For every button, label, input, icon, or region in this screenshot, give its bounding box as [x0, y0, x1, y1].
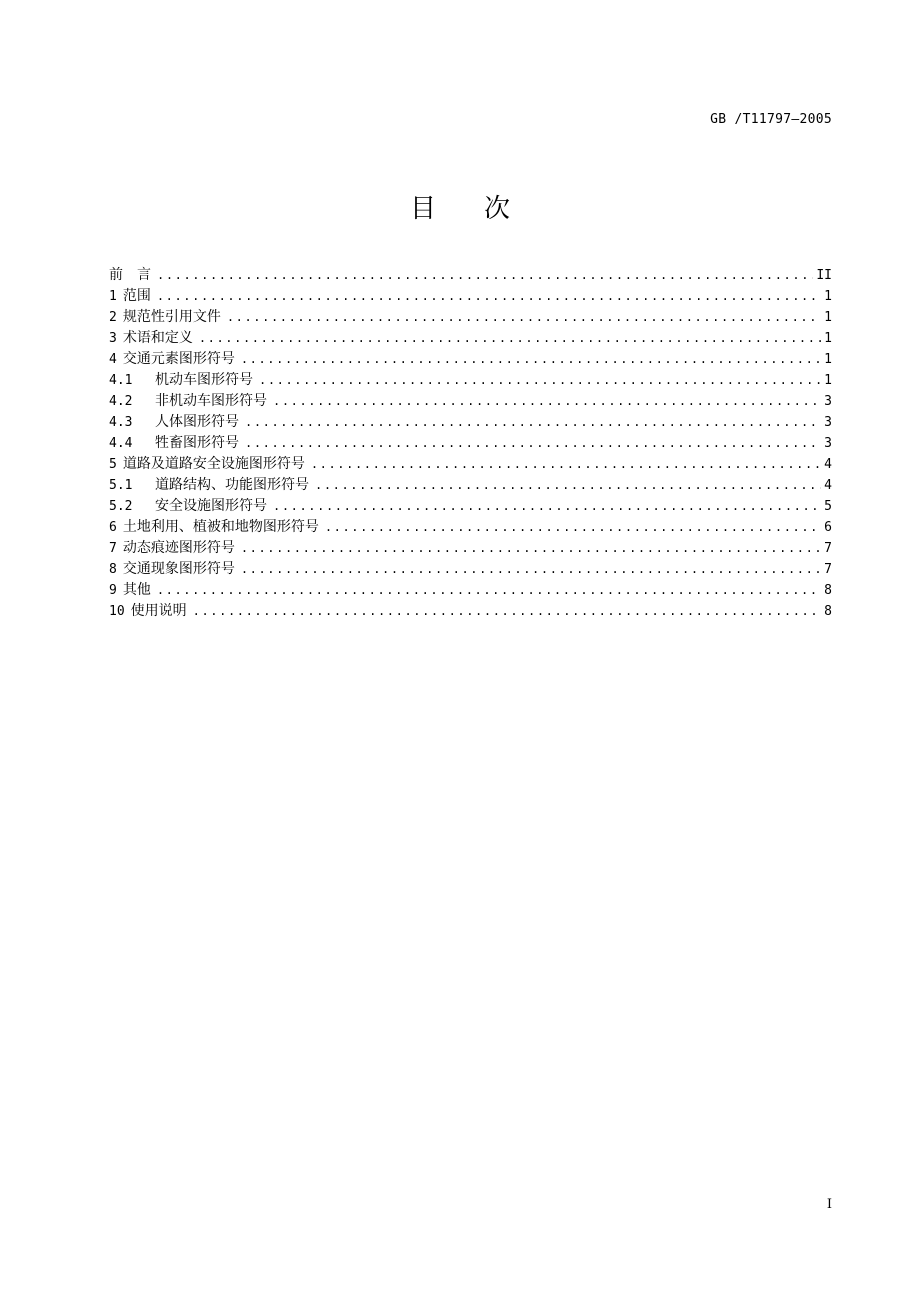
toc-entry-3[interactable] [109, 328, 832, 349]
toc-entry-label: 道路结构、功能图形符号 [155, 477, 309, 493]
toc-entry-10[interactable] [109, 601, 832, 622]
toc-entry-number: 5 [109, 457, 117, 472]
toc-leader-dots [315, 475, 821, 496]
toc-entry-number: 7 [109, 541, 117, 556]
toc-leader-dots [157, 265, 813, 286]
toc-leader-dots [241, 559, 821, 580]
toc-entry-4[interactable] [109, 349, 832, 370]
toc-entry-preface[interactable] [109, 265, 832, 286]
toc-entry-4-1[interactable] [109, 370, 832, 391]
toc-entry-number: 4.1 [109, 373, 133, 388]
toc-leader-dots [227, 307, 821, 328]
toc-entry-label: 范围 [122, 288, 151, 304]
toc-leader-dots [259, 370, 821, 391]
toc-leader-dots [245, 433, 821, 454]
toc-entry-page: 3 [824, 394, 832, 409]
toc-entry-number: 4 [109, 352, 117, 367]
toc-entry-page: 1 [824, 289, 832, 304]
toc-entry-number: 4.4 [109, 436, 133, 451]
toc-entry-label: 前 言 [109, 267, 151, 283]
toc-entry-9[interactable] [109, 580, 832, 601]
toc-entry-page: 5 [824, 499, 832, 514]
toc-entry-page: II [816, 268, 832, 283]
toc-entry-page: 4 [824, 478, 832, 493]
toc-entry-number: 4.2 [109, 394, 133, 409]
toc-entry-label: 机动车图形符号 [155, 372, 253, 388]
toc-leader-dots [241, 538, 821, 559]
toc-entry-label: 交通元素图形符号 [122, 351, 235, 367]
toc-entry-page: 4 [824, 457, 832, 472]
toc-entry-page: 7 [824, 562, 832, 577]
standard-number: GB /T11797—2005 [710, 112, 832, 127]
toc-leader-dots [199, 328, 821, 349]
toc-title-char-2: 次 [484, 194, 511, 224]
toc-entry-5-1[interactable] [109, 475, 832, 496]
toc-entry-page: 1 [824, 373, 832, 388]
toc-leader-dots [193, 601, 822, 622]
toc-entry-label: 道路及道路安全设施图形符号 [122, 456, 305, 472]
toc-entry-label: 土地利用、植被和地物图形符号 [122, 519, 319, 535]
toc-entry-label: 使用说明 [130, 603, 187, 619]
toc-leader-dots [241, 349, 821, 370]
toc-entry-label: 规范性引用文件 [122, 309, 221, 325]
toc-entry-label: 人体图形符号 [155, 414, 239, 430]
page-number: I [826, 1197, 832, 1212]
toc-leader-dots [325, 517, 821, 538]
toc-entry-number: 5.2 [109, 499, 133, 514]
toc-entry-number: 10 [109, 604, 125, 619]
toc-entry-2[interactable] [109, 307, 832, 328]
toc-entry-page: 3 [824, 415, 832, 430]
table-of-contents [109, 265, 832, 622]
toc-entry-number: 3 [109, 331, 117, 346]
toc-entry-number: 6 [109, 520, 117, 535]
toc-entry-8[interactable] [109, 559, 832, 580]
toc-entry-label: 交通现象图形符号 [122, 561, 235, 577]
toc-entry-number: 8 [109, 562, 117, 577]
toc-entry-5-2[interactable] [109, 496, 832, 517]
toc-entry-4-4[interactable] [109, 433, 832, 454]
toc-entry-4-2[interactable] [109, 391, 832, 412]
toc-entry-number: 5.1 [109, 478, 133, 493]
toc-entry-7[interactable] [109, 538, 832, 559]
toc-entry-page: 1 [824, 331, 832, 346]
toc-entry-page: 3 [824, 436, 832, 451]
toc-entry-1[interactable] [109, 286, 832, 307]
toc-leader-dots [157, 286, 821, 307]
toc-entry-label: 其他 [122, 582, 151, 598]
toc-entry-page: 8 [824, 583, 832, 598]
toc-entry-page: 1 [824, 310, 832, 325]
toc-entry-number: 9 [109, 583, 117, 598]
toc-entry-label: 术语和定义 [122, 330, 193, 346]
toc-leader-dots [157, 580, 821, 601]
toc-entry-label: 动态痕迹图形符号 [122, 540, 235, 556]
toc-entry-number: 1 [109, 289, 117, 304]
toc-entry-page: 7 [824, 541, 832, 556]
toc-entry-label: 非机动车图形符号 [155, 393, 267, 409]
toc-entry-page: 6 [824, 520, 832, 535]
toc-entry-6[interactable] [109, 517, 832, 538]
toc-entry-4-3[interactable] [109, 412, 832, 433]
toc-entry-page: 8 [824, 604, 832, 619]
toc-entry-label: 牲畜图形符号 [155, 435, 239, 451]
toc-entry-5[interactable] [109, 454, 832, 475]
toc-entry-page: 1 [824, 352, 832, 367]
toc-entry-label: 安全设施图形符号 [155, 498, 267, 514]
toc-entry-number: 2 [109, 310, 117, 325]
toc-leader-dots [245, 412, 821, 433]
toc-title-char-1: 目 [409, 194, 436, 224]
toc-leader-dots [311, 454, 821, 475]
toc-entry-number: 4.3 [109, 415, 133, 430]
toc-title [0, 188, 920, 225]
toc-leader-dots [273, 391, 821, 412]
toc-leader-dots [273, 496, 821, 517]
